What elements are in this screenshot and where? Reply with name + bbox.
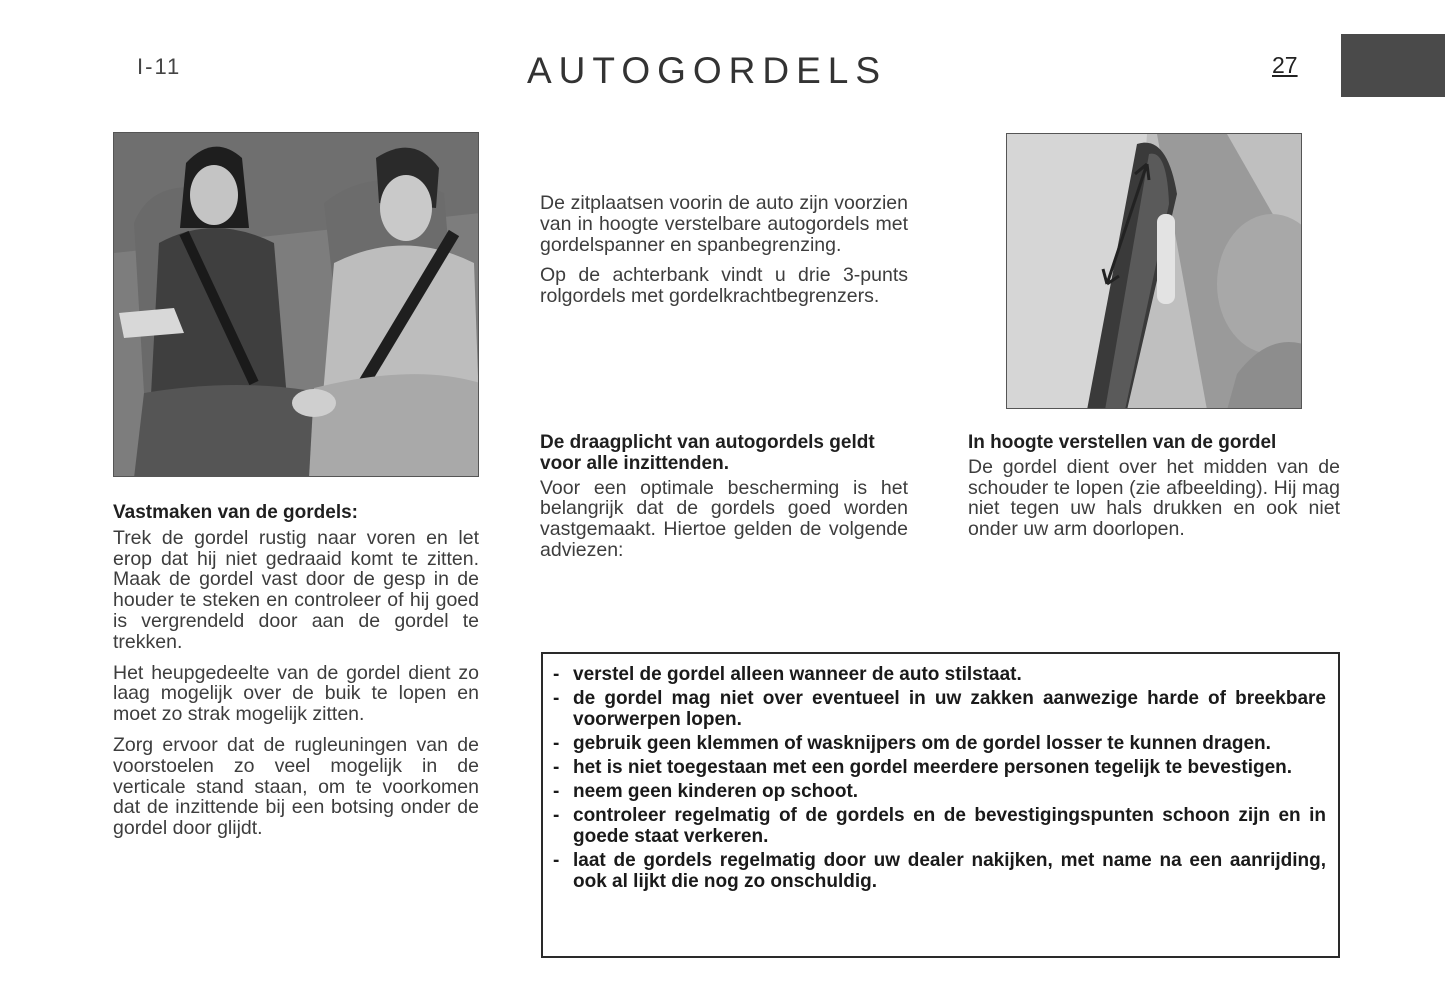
paragraph: Zorg ervoor dat de rugleuningen van de voorstoelen zo veel mogelijk in de verticale stand staan, om te voorkomen dat de inzittende bij een botsing onder de gordel door glijdt. (113, 733, 479, 840)
left-column (113, 503, 479, 839)
section-heading-height-adjust: In hoogte verstellen van de gordel (968, 432, 1277, 453)
section-heading-obligation: De draagplicht van autogordels geldt voor alle inzittenden. (540, 432, 875, 474)
paragraph: Voor een optimale bescherming is het belangrijk dat de gordels goed worden vastgemaakt. Hiertoe gelden de volgende adviezen: (540, 476, 908, 561)
page-number: 27 (1272, 52, 1298, 78)
paragraph: Op de achterbank vindt u drie 3-punts rolgordels met gordelkrachtbegrenzers. (540, 264, 908, 308)
paragraph: Het heupgedeelte van de gordel dient zo laag mogelijk over de buik te lopen en moet zo strak mogelijk zitten. (113, 661, 479, 726)
middle-column-intro (540, 193, 908, 307)
belt-adjuster-svg (1007, 134, 1302, 409)
warning-list (553, 664, 1326, 892)
illustration-passengers-seatbelts (113, 132, 479, 477)
paragraph: De gordel dient over het midden van de schouder te lopen (zie afbeelding). Hij mag niet tegen uw hals drukken en ook niet onder uw arm doorlopen. (968, 455, 1340, 541)
page-code: I-11 (137, 54, 182, 79)
passengers-illustration-svg (114, 133, 479, 477)
middle-column-obligation (540, 433, 908, 561)
paragraph: Trek de gordel rustig naar voren en let erop dat hij niet gedraaid komt te zitten. Maak de gordel vast door de gesp in de houder te steken en controleer of hij goed is vergrendeld door aan de gordel te trekken. (113, 526, 479, 653)
paragraph: De zitplaatsen voorin de auto zijn voorzien van in hoogte verstelbare autogordels met gordelspanner en spanbegrenzing. (540, 192, 908, 256)
illustration-belt-height-adjuster (1006, 133, 1302, 409)
warning-item: - laat de gordels regelmatig door uw dealer nakijken, met name na een aanrijding, ook al lijkt die nog zo onschuldig. (553, 850, 1326, 892)
section-heading-fastening: Vastmaken van de gordels: (113, 502, 358, 523)
warning-item: - gebruik geen klemmen of wasknijpers om de gordel losser te kunnen dragen. (553, 733, 1271, 754)
chapter-tab (1341, 34, 1445, 97)
warning-item: - controleer regelmatig of de gordels en de bevestigingspunten schoon zijn en in goede staat verkeren. (553, 805, 1326, 847)
warning-item: - neem geen kinderen op schoot. (553, 781, 859, 802)
page-title: AUTOGORDELS (527, 50, 888, 91)
warning-item: - de gordel mag niet over eventueel in uw zakken aanwezige harde of breekbare voorwerpen lopen. (553, 688, 1326, 730)
warning-item: - het is niet toegestaan met een gordel meerdere personen tegelijk te bevestigen. (553, 757, 1293, 778)
right-column (968, 433, 1340, 540)
warning-box (541, 652, 1340, 958)
warning-item: - verstel de gordel alleen wanneer de auto stilstaat. (553, 664, 1022, 685)
